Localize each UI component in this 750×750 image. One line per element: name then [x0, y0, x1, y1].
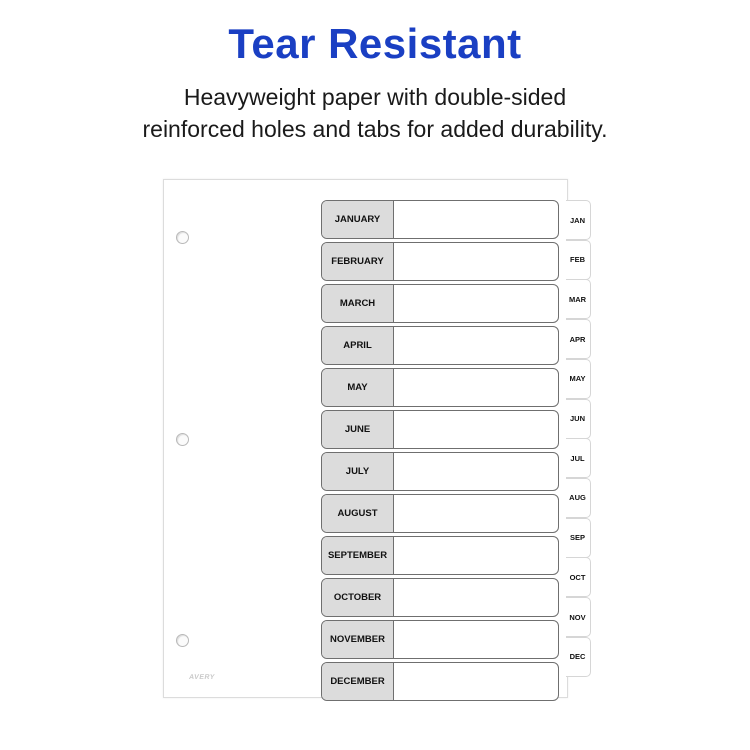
write-in-area: [394, 537, 558, 574]
divider-tab[interactable]: [566, 240, 591, 280]
headline-title: Tear Resistant: [228, 20, 522, 67]
divider-tab[interactable]: [566, 319, 591, 359]
divider-tabs: [566, 200, 591, 680]
list-item: [321, 368, 559, 407]
write-in-area: [394, 663, 558, 700]
divider-tab[interactable]: [566, 279, 591, 319]
tab-label: APR: [569, 334, 586, 344]
month-label: APRIL: [322, 327, 394, 364]
write-in-area: [394, 285, 558, 322]
write-in-area: [394, 453, 558, 490]
write-in-area: [394, 495, 558, 532]
punch-hole-bottom: [176, 634, 189, 647]
list-item: [321, 326, 559, 365]
table-of-contents: [321, 200, 559, 704]
write-in-area: [394, 621, 558, 658]
tab-label: AUG: [569, 493, 586, 503]
divider-tab[interactable]: [566, 399, 591, 439]
tab-label: OCT: [569, 572, 586, 582]
write-in-area: [394, 243, 558, 280]
list-item: [321, 494, 559, 533]
divider-tab[interactable]: [566, 557, 591, 597]
list-item: [321, 410, 559, 449]
month-label: JUNE: [322, 411, 394, 448]
tab-label: JUL: [570, 453, 585, 463]
month-label: JANUARY: [322, 201, 394, 238]
list-item: [321, 200, 559, 239]
month-label: OCTOBER: [322, 579, 394, 616]
tab-label: MAY: [569, 374, 586, 384]
write-in-area: [394, 327, 558, 364]
tab-label: SEP: [569, 533, 585, 543]
divider-tab[interactable]: [566, 478, 591, 518]
tab-label: FEB: [570, 255, 585, 265]
month-label: DECEMBER: [322, 663, 394, 700]
list-item: [321, 620, 559, 659]
list-item: [321, 578, 559, 617]
list-item: [321, 452, 559, 491]
avery-logo: AVERY: [188, 674, 216, 681]
month-label: MAY: [322, 369, 394, 406]
list-item: [321, 662, 559, 701]
tab-label: NOV: [569, 612, 586, 622]
month-label: SEPTEMBER: [322, 537, 394, 574]
month-label: MARCH: [322, 285, 394, 322]
list-item: [321, 536, 559, 575]
punch-hole-middle: [176, 433, 189, 446]
tab-label: JUN: [569, 414, 585, 423]
tab-label: DEC: [569, 652, 586, 662]
list-item: [321, 284, 559, 323]
tab-label: MAR: [568, 294, 587, 304]
tab-label: JAN: [569, 215, 585, 225]
divider-tab[interactable]: [566, 518, 591, 558]
month-label: FEBRUARY: [322, 243, 394, 280]
write-in-area: [394, 201, 558, 238]
subheadline-line-1: Heavyweight paper with double-sided: [183, 84, 567, 110]
divider-tab[interactable]: [566, 597, 591, 637]
punch-hole-top: [176, 231, 189, 244]
month-label: NOVEMBER: [322, 621, 394, 658]
month-label: AUGUST: [322, 495, 394, 532]
write-in-area: [394, 411, 558, 448]
divider-tab[interactable]: [566, 637, 591, 677]
list-item: [321, 242, 559, 281]
write-in-area: [394, 369, 558, 406]
divider-sheet: [163, 179, 568, 698]
month-label: JULY: [322, 453, 394, 490]
divider-tab[interactable]: [566, 438, 591, 478]
write-in-area: [394, 579, 558, 616]
divider-tab[interactable]: [566, 200, 591, 240]
divider-tab[interactable]: [566, 359, 591, 399]
subheadline-line-2: reinforced holes and tabs for added durability.: [142, 116, 608, 142]
